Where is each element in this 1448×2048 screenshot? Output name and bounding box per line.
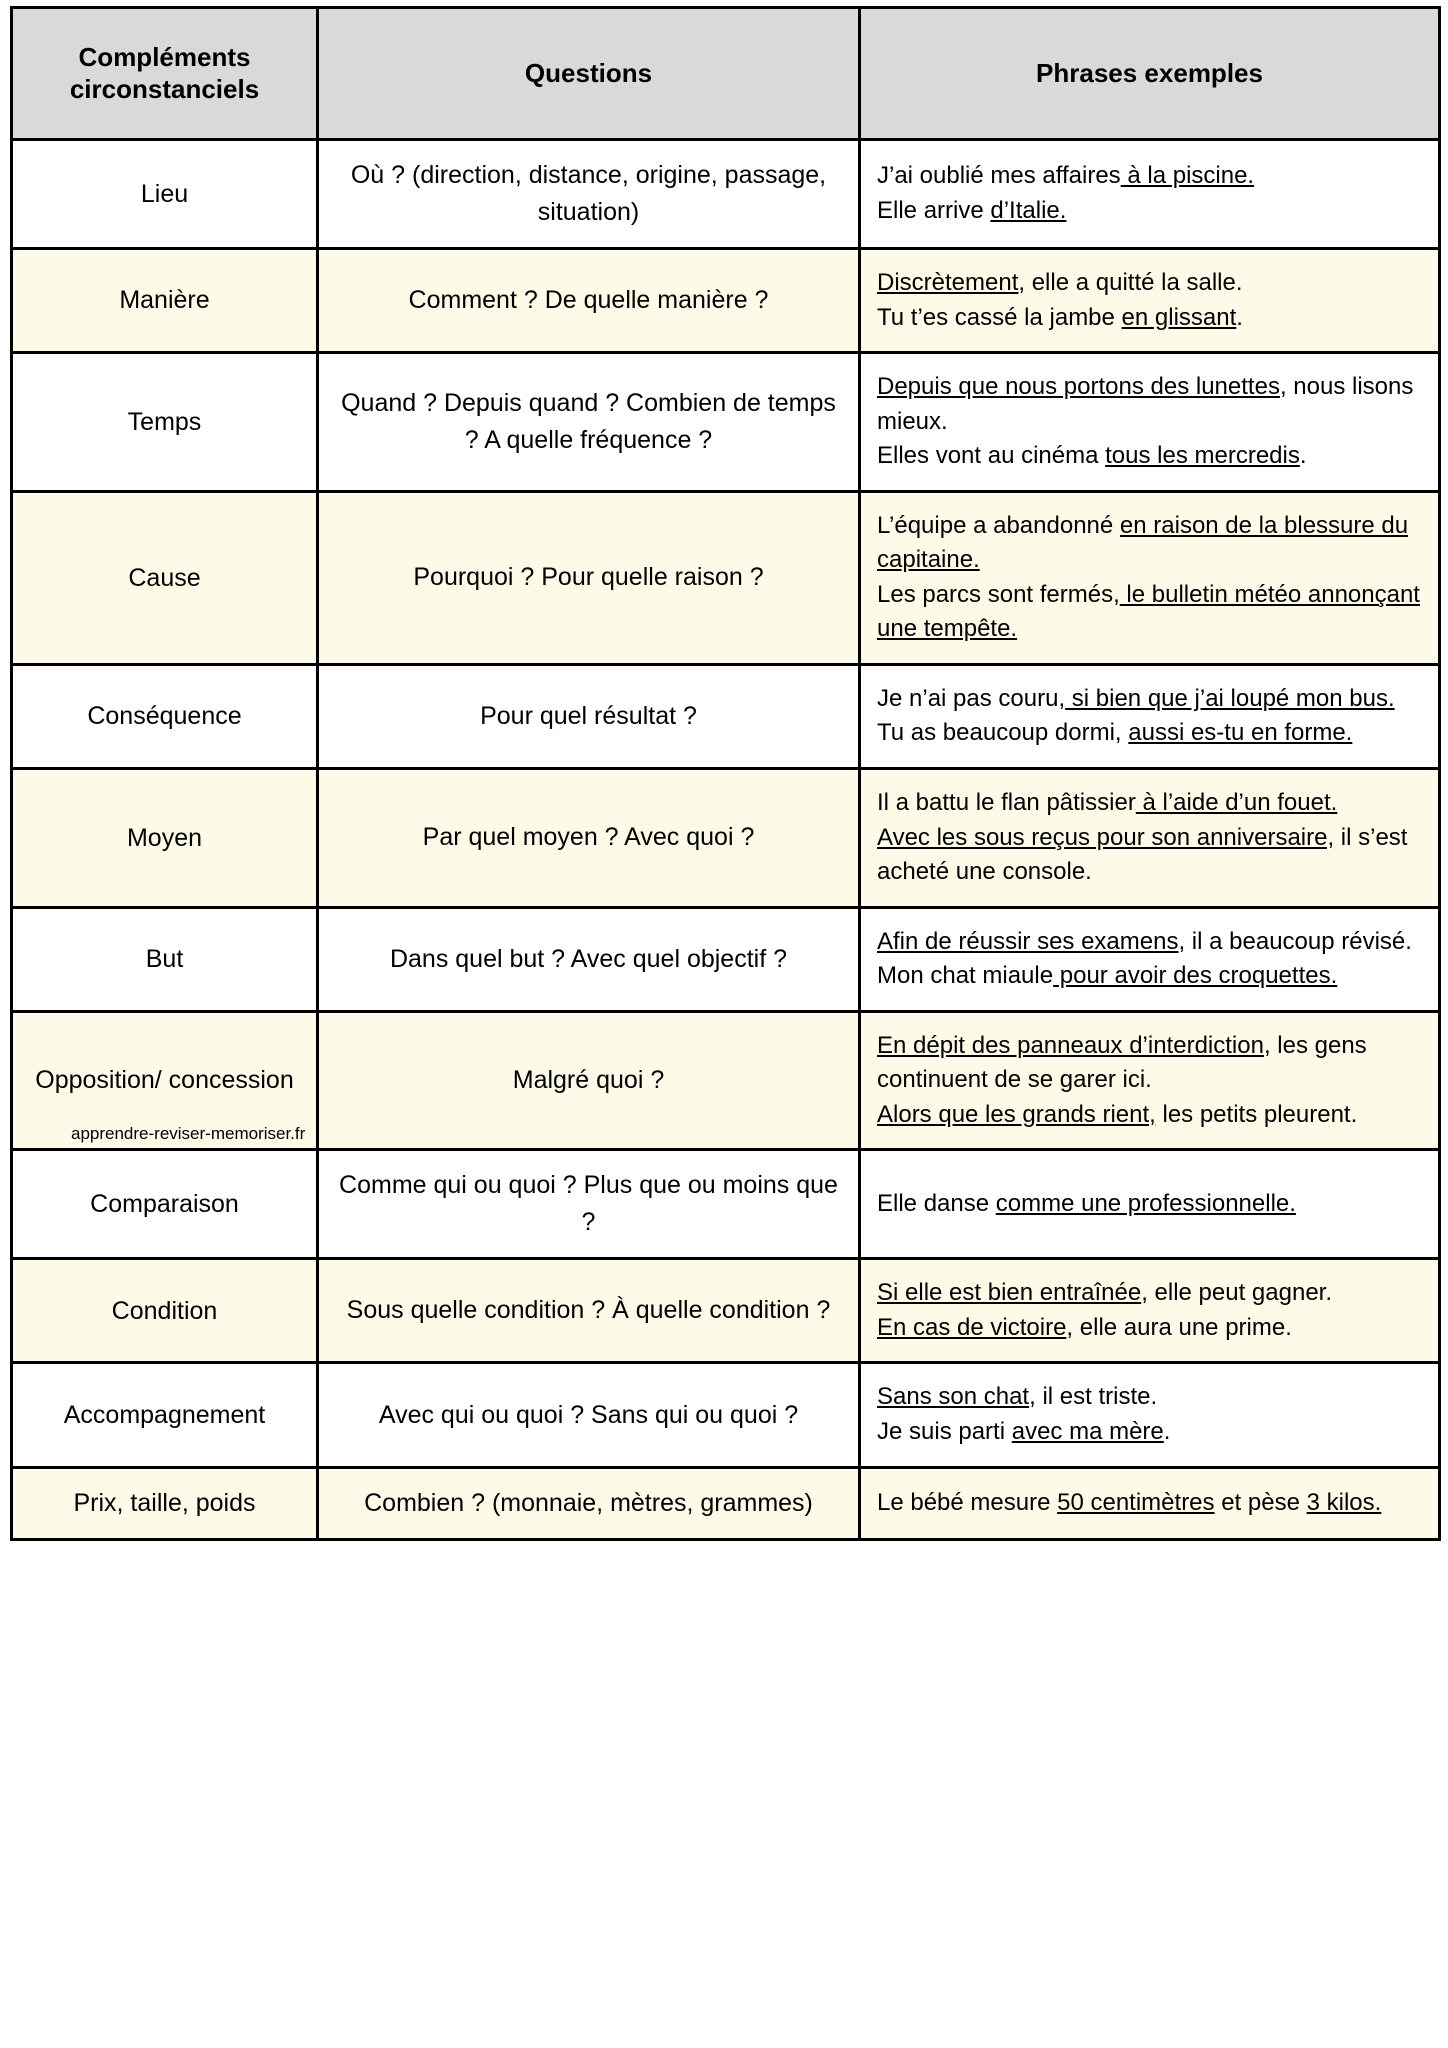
- sentence-plain-text: Elle danse: [877, 1190, 996, 1218]
- example-sentence: [877, 370, 1424, 439]
- table-header: [12, 8, 1440, 140]
- cell-complement-type: [12, 769, 318, 908]
- example-sentence: [877, 1486, 1424, 1521]
- cell-questions: [318, 1363, 860, 1467]
- underlined-complement: si bien que j’ai loupé mon bus.: [1065, 684, 1395, 712]
- sentence-plain-text: Elles vont au cinéma: [877, 442, 1106, 470]
- example-sentence: [877, 1098, 1424, 1133]
- questions-text: Pourquoi ? Pour quelle raison ?: [413, 563, 764, 592]
- cell-questions: [318, 140, 860, 249]
- underlined-complement: 50 centimètres: [1057, 1488, 1215, 1516]
- cell-questions: [318, 353, 860, 492]
- table-body: [12, 140, 1440, 1540]
- underlined-complement: Si elle est bien entraînée: [877, 1279, 1142, 1307]
- cell-complement-type: [12, 1467, 318, 1539]
- complement-type-label: Conséquence: [87, 702, 242, 731]
- questions-text: Dans quel but ? Avec quel objectif ?: [389, 944, 788, 973]
- cell-questions: [318, 1259, 860, 1363]
- cell-example-sentences: [860, 140, 1440, 249]
- source-watermark: apprendre-reviser-memoriser.fr: [71, 1124, 306, 1144]
- sentence-plain-text: et pèse: [1214, 1488, 1307, 1516]
- underlined-complement: avec ma mère: [1011, 1418, 1164, 1446]
- underlined-complement: Discrètement: [877, 269, 1019, 296]
- example-sentence: [877, 1187, 1424, 1222]
- underlined-complement: En dépit des panneaux d’interdiction: [877, 1031, 1264, 1059]
- sentence-plain-text: Elle arrive: [877, 197, 991, 224]
- sentence-plain-text: Les parcs sont fermés,: [877, 580, 1120, 608]
- example-sentence: [877, 959, 1424, 994]
- questions-text: Comme qui ou quoi ? Plus que ou moins que ?: [339, 1171, 838, 1237]
- example-sentence: [877, 1380, 1424, 1415]
- complement-type-label: Prix, taille, poids: [73, 1488, 256, 1517]
- cell-example-sentences: [860, 249, 1440, 353]
- questions-text: Quand ? Depuis quand ? Combien de temps ? A quelle fréquence ?: [341, 388, 836, 454]
- underlined-complement: En cas de victoire: [877, 1313, 1067, 1341]
- cell-example-sentences: [860, 1467, 1440, 1539]
- questions-text: Malgré quoi ?: [512, 1066, 665, 1095]
- example-sentence: [877, 1311, 1424, 1346]
- questions-text: Comment ? De quelle manière ?: [408, 286, 769, 315]
- cell-example-sentences: [860, 769, 1440, 908]
- cell-complement-type: [12, 907, 318, 1011]
- questions-text: Combien ? (monnaie, mètres, grammes): [364, 1488, 813, 1517]
- underlined-complement: le bulletin météo annonçant une tempête.: [877, 580, 1420, 643]
- sentence-plain-text: Je n’ai pas couru,: [877, 684, 1066, 712]
- table-row: [12, 907, 1440, 1011]
- column-header-questions: Questions: [318, 8, 860, 140]
- underlined-complement: comme une professionnelle.: [995, 1190, 1296, 1218]
- underlined-complement: aussi es-tu en forme.: [1128, 719, 1353, 747]
- table-row: [12, 1467, 1440, 1539]
- example-sentence: [877, 716, 1424, 751]
- sentence-plain-text: Tu as beaucoup dormi,: [877, 719, 1129, 747]
- cell-example-sentences: [860, 1259, 1440, 1363]
- sentence-plain-text: Mon chat miaule: [877, 962, 1054, 990]
- cell-example-sentences: [860, 491, 1440, 664]
- table-header-row: [12, 8, 1440, 140]
- underlined-complement: Afin de réussir ses examens: [877, 927, 1179, 955]
- complement-type-label: Condition: [111, 1296, 218, 1325]
- cell-questions: [318, 491, 860, 664]
- questions-text: Avec qui ou quoi ? Sans qui ou quoi ?: [378, 1400, 799, 1429]
- questions-text: Pour quel résultat ?: [480, 701, 697, 730]
- sentence-plain-text: , il a beaucoup révisé.: [1178, 927, 1412, 955]
- example-sentence: [877, 439, 1424, 474]
- complement-type-label: Opposition/ concession: [35, 1066, 294, 1095]
- complement-type-label: Manière: [119, 286, 210, 315]
- sentence-plain-text: , elle aura une prime.: [1066, 1313, 1292, 1341]
- underlined-complement: Avec les sous reçus pour son anniversaire,: [877, 823, 1335, 851]
- example-sentence: [877, 925, 1424, 960]
- cell-complement-type: [12, 249, 318, 353]
- cell-complement-type: [12, 491, 318, 664]
- underlined-complement: à l’aide d’un fouet.: [1135, 789, 1338, 817]
- table-row: [12, 1011, 1440, 1150]
- cell-complement-type: [12, 140, 318, 249]
- cell-complement-type: [12, 353, 318, 492]
- underlined-complement: d’Italie.: [990, 197, 1067, 224]
- column-header-phrases-exemples: Phrases exemples: [860, 8, 1440, 140]
- cell-complement-type: [12, 1011, 318, 1150]
- cell-questions: [318, 1011, 860, 1150]
- underlined-complement: Sans son chat: [877, 1383, 1030, 1411]
- underlined-complement: en raison de la blessure du capitaine.: [877, 511, 1409, 574]
- cell-example-sentences: [860, 1150, 1440, 1259]
- example-sentence: [877, 578, 1424, 647]
- cell-example-sentences: [860, 1363, 1440, 1467]
- example-sentence: [877, 194, 1424, 229]
- cell-example-sentences: [860, 907, 1440, 1011]
- table-row: [12, 140, 1440, 249]
- sentence-plain-text: il s’est acheté une console.: [877, 823, 1408, 886]
- example-sentence: [877, 301, 1424, 336]
- example-sentence: [877, 1029, 1424, 1098]
- example-sentence: [877, 1415, 1424, 1450]
- complement-type-label: Temps: [127, 407, 202, 436]
- table-row: [12, 491, 1440, 664]
- table-row: [12, 1363, 1440, 1467]
- column-header-complements: Compléments circonstanciels: [12, 8, 318, 140]
- table-row: [12, 769, 1440, 908]
- complement-type-label: Accompagnement: [63, 1400, 266, 1429]
- example-sentence: [877, 682, 1424, 717]
- cell-complement-type: [12, 1150, 318, 1259]
- questions-text: Sous quelle condition ? À quelle condition ?: [346, 1296, 831, 1325]
- sentence-plain-text: , elle peut gagner.: [1141, 1279, 1333, 1307]
- cell-example-sentences: [860, 353, 1440, 492]
- sentence-plain-text: Tu t’es cassé la jambe: [877, 303, 1122, 331]
- cell-questions: [318, 769, 860, 908]
- complement-type-label: Comparaison: [90, 1190, 239, 1219]
- sentence-plain-text: .: [1163, 1418, 1171, 1446]
- cell-questions: [318, 664, 860, 768]
- cell-questions: [318, 1150, 860, 1259]
- example-sentence: [877, 1276, 1424, 1311]
- sentence-plain-text: les petits pleurent.: [1155, 1100, 1358, 1128]
- cell-questions: [318, 249, 860, 353]
- underlined-complement: en glissant: [1121, 303, 1237, 331]
- sentence-plain-text: , nous lisons mieux.: [877, 373, 1414, 435]
- complement-type-label: Moyen: [126, 823, 203, 852]
- underlined-complement: à la piscine.: [1120, 162, 1255, 190]
- example-sentence: [877, 266, 1424, 301]
- table-row: [12, 664, 1440, 768]
- underlined-complement: tous les mercredis: [1105, 442, 1300, 470]
- sentence-plain-text: .: [1299, 442, 1307, 470]
- underlined-complement: Depuis que nous portons des lunettes: [877, 373, 1280, 401]
- sentence-plain-text: Le bébé mesure: [877, 1488, 1058, 1516]
- sentence-plain-text: Je suis parti: [877, 1418, 1012, 1446]
- cell-complement-type: [12, 1259, 318, 1363]
- complement-type-label: Cause: [128, 563, 201, 592]
- cell-example-sentences: [860, 1011, 1440, 1150]
- questions-text: Par quel moyen ? Avec quoi ?: [422, 823, 755, 852]
- example-sentence: [877, 159, 1424, 194]
- example-sentence: [877, 821, 1424, 890]
- example-sentence: [877, 786, 1424, 821]
- example-sentence: [877, 509, 1424, 578]
- table-row: [12, 1259, 1440, 1363]
- sentence-plain-text: .: [1236, 303, 1243, 331]
- table-row: [12, 1150, 1440, 1259]
- cell-complement-type: [12, 1363, 318, 1467]
- table-row: [12, 249, 1440, 353]
- cell-complement-type: [12, 664, 318, 768]
- complement-type-label: But: [145, 944, 184, 973]
- complement-type-label: Lieu: [140, 179, 189, 208]
- sentence-plain-text: Il a battu le flan pâtissier: [877, 789, 1136, 817]
- sentence-plain-text: L’équipe a abandonné: [877, 511, 1120, 539]
- cell-questions: [318, 907, 860, 1011]
- sentence-plain-text: , il est triste.: [1029, 1383, 1158, 1411]
- complements-circonstanciels-table: [10, 6, 1441, 1541]
- questions-text: Où ? (direction, distance, origine, passage, situation): [350, 161, 827, 226]
- underlined-complement: pour avoir des croquettes.: [1053, 962, 1338, 990]
- underlined-complement: Alors que les grands rient,: [877, 1100, 1156, 1128]
- sentence-plain-text: J’ai oublié mes affaires: [877, 162, 1121, 190]
- underlined-complement: 3 kilos.: [1306, 1488, 1382, 1516]
- cell-questions: [318, 1467, 860, 1539]
- table-row: [12, 353, 1440, 492]
- sentence-plain-text: , elle a quitté la salle.: [1018, 269, 1243, 296]
- sentence-plain-text: , les gens continuent de se garer ici.: [877, 1031, 1367, 1094]
- cell-example-sentences: [860, 664, 1440, 768]
